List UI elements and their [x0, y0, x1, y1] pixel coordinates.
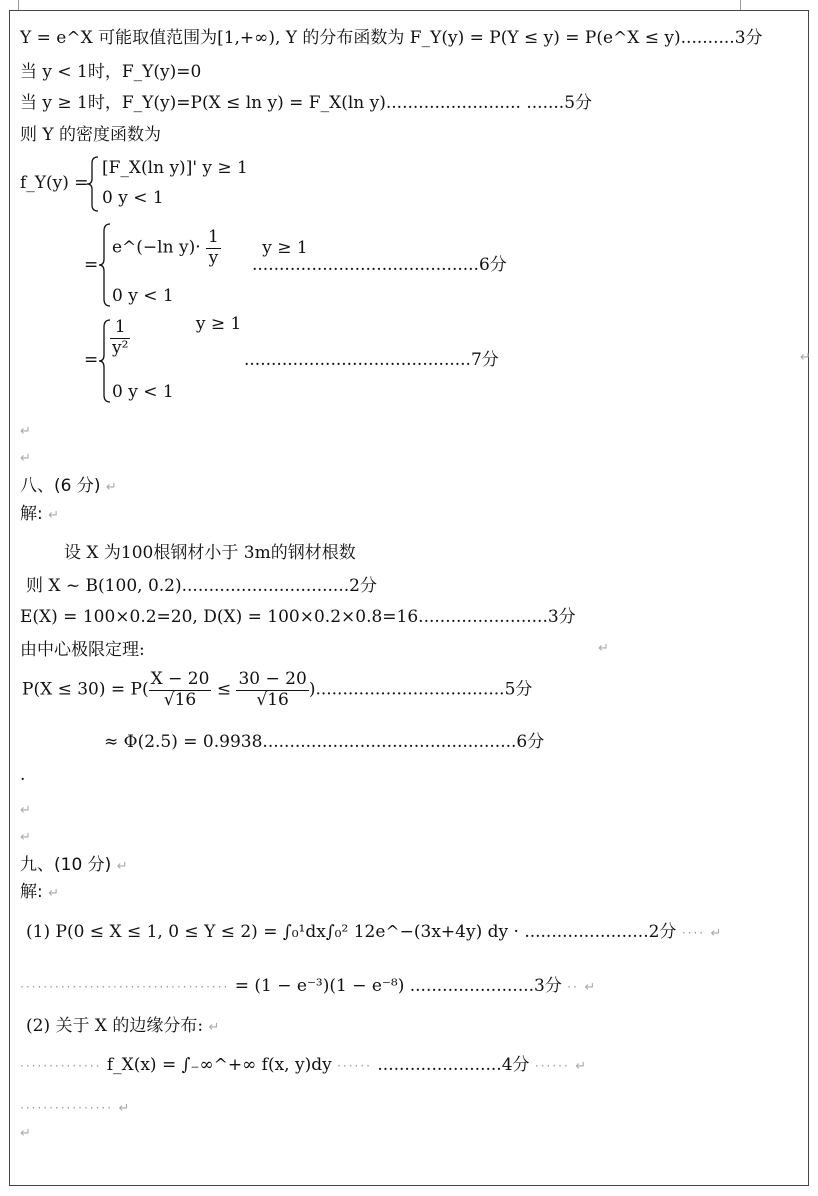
gray-dots: ······	[337, 1059, 372, 1073]
p9-line1	[26, 922, 721, 942]
p8-line6: ≈ Φ(2.5) = 0.9938...............................................6分	[104, 732, 545, 752]
part8-solve-text: 解:	[20, 504, 43, 524]
p9-line4	[20, 1055, 586, 1075]
p9-line4-tail: .......................4分	[377, 1055, 530, 1075]
p9-line1-label: (1)	[26, 922, 51, 942]
left-brace-1	[86, 155, 100, 213]
p9-line3-text: (2) 关于 X 的边缘分布:	[26, 1016, 204, 1036]
part8-heading	[20, 476, 117, 496]
p9-line2	[20, 976, 595, 996]
p8-line5	[22, 670, 532, 710]
p8-line5-lhs: P(X ≤ 30) = P(	[22, 679, 149, 700]
return-mark: ↵	[598, 641, 609, 656]
return-mark: ↵	[20, 830, 31, 845]
p7-case3-top	[110, 313, 242, 358]
p8-line4: 由中心极限定理:	[20, 640, 145, 660]
p8-frac1-den: √16	[163, 689, 197, 710]
part9-solve	[20, 882, 59, 902]
p7-line1: Y = e^X 可能取值范围为[1,+∞), Y 的分布函数为 F_Y(y) = P(Y ≤ y) = P(e^X ≤ y)..........3分	[20, 28, 763, 48]
return-mark: ↵	[116, 859, 128, 874]
return-mark: ↵	[20, 451, 31, 466]
p7-case2-dots: ..........................................6分	[252, 255, 507, 275]
case2-num: 1	[208, 227, 219, 247]
p8-line3: E(X) = 100×0.2=20, D(X) = 100×0.2×0.8=16........................3分	[20, 607, 576, 627]
case2-den: y	[208, 247, 219, 268]
p7-case1-top: [F_X(ln y)]' y ≥ 1	[102, 158, 248, 178]
page-frame	[9, 10, 809, 1186]
return-mark: ↵	[48, 886, 60, 901]
p7-line4: 则 Y 的密度函数为	[20, 125, 162, 145]
p8-frac2-num: 30 − 20	[238, 669, 307, 689]
return-mark: ↵	[20, 803, 31, 818]
p8-frac1	[149, 670, 212, 710]
p8-frac2	[236, 670, 308, 710]
p8-frac2-den: √16	[256, 689, 289, 710]
return-mark: ↵	[118, 1101, 130, 1116]
case2-cond: y ≥ 1	[262, 237, 308, 258]
return-mark: ↵	[575, 1059, 587, 1074]
gray-dots: ················	[20, 1101, 114, 1115]
return-mark: ↵	[710, 926, 722, 941]
case2-exp: e^(−ln y)·	[112, 237, 201, 258]
part9-heading	[20, 855, 128, 875]
gray-dots: ······	[534, 1059, 570, 1073]
p9-line3	[26, 1016, 219, 1036]
p7-case3-dots: ..........................................7分	[244, 350, 499, 370]
case3-den: y²	[112, 337, 129, 358]
p7-density-lhs: f_Y(y) =	[20, 173, 89, 193]
p7-line2: 当 y < 1时，F_Y(y)=0	[20, 62, 202, 82]
case3-cond: y ≥ 1	[195, 313, 242, 334]
p9-line2-text: = (1 − e⁻³)(1 − e⁻⁸) .......................3分	[234, 976, 562, 996]
return-mark: ↵	[20, 424, 31, 439]
p9-line4-text: f_X(x) = ∫₋∞^+∞ f(x, y)dy	[106, 1055, 332, 1075]
return-mark: ↵	[105, 480, 117, 495]
p7-case1-bottom: 0 y < 1	[102, 188, 164, 208]
p8-le: ≤	[216, 679, 232, 700]
part8-solve	[20, 504, 59, 524]
gray-dots: ··············	[20, 1059, 102, 1073]
part9-heading-text: 九、(10 分)	[20, 855, 112, 875]
gray-dots: ····································	[20, 980, 230, 994]
p7-case2-bottom: 0 y < 1	[112, 286, 174, 306]
p7-eq3-lhs: =	[84, 350, 99, 370]
p8-line2: 则 X ~ B(100, 0.2)...............................2分	[26, 576, 377, 596]
left-crop-mark	[18, 0, 19, 10]
case2-fraction	[206, 228, 221, 268]
p8-frac1-num: X − 20	[150, 669, 210, 689]
return-mark: ↵	[20, 1126, 31, 1141]
p8-line5-tail: )...................................5分	[308, 679, 533, 700]
gray-dots: ····	[681, 926, 706, 940]
right-crop-mark	[740, 0, 741, 10]
return-mark: ↵	[208, 1020, 220, 1035]
p8-line1: 设 X 为100根钢材小于 3m的钢材根数	[64, 543, 356, 563]
return-mark: ↵	[584, 980, 596, 995]
p7-eq2-lhs: =	[84, 255, 99, 275]
part8-heading-text: 八、(6 分)	[20, 476, 101, 496]
part9-solve-text: 解:	[20, 882, 43, 902]
case3-fraction	[110, 318, 130, 358]
left-brace-2	[98, 222, 112, 308]
p8-dot: .	[20, 765, 26, 785]
p9-line5	[20, 1097, 129, 1117]
p9-line1-text: P(0 ≤ X ≤ 1, 0 ≤ Y ≤ 2) = ∫₀¹dx∫₀² 12e^−(3x+4y) dy · .......................2分	[55, 922, 677, 942]
return-mark: ↵	[48, 508, 60, 523]
p7-case3-bottom: 0 y < 1	[112, 382, 174, 402]
return-mark: ↵	[800, 350, 811, 365]
gray-dots: ··	[567, 980, 579, 994]
case3-num: 1	[110, 318, 130, 339]
p7-line3: 当 y ≥ 1时，F_Y(y)=P(X ≤ ln y) = F_X(ln y)......................... .......5分	[20, 93, 593, 113]
